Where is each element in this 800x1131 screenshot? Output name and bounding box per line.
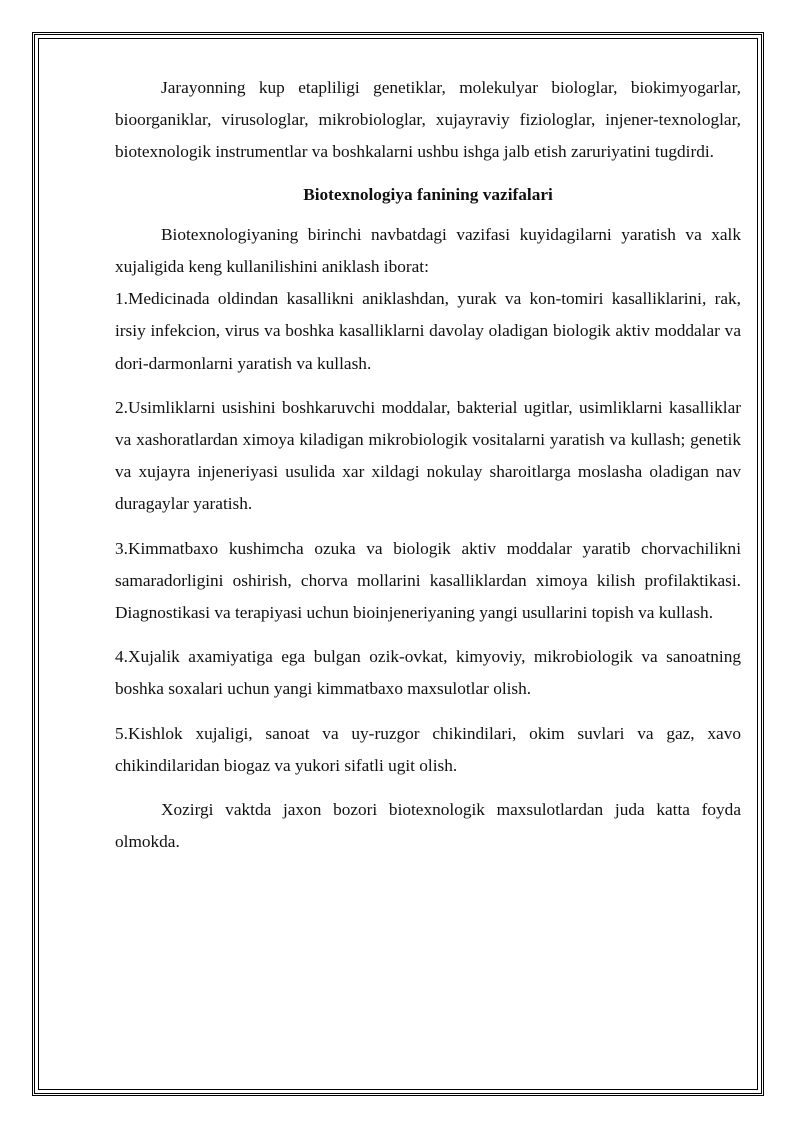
lead-paragraph: Biotexnologiyaning birinchi navbatdagi vazifasi kuyidagilarni yaratish va xalk xujaligida keng kullanilishini aniklash iborat: — [115, 224, 741, 277]
list-item-5: 5.Kishlok xujaligi, sanoat va uy-ruzgor chikindilari, okim suvlari va gaz, xavo chikindilaridan biogaz va yukori sifatli ugit olish. — [115, 723, 741, 775]
intro-paragraph: Jarayonning kup etapliligi genetiklar, molekulyar biologlar, biokimyogarlar, bioorganiklar, virusologlar, mikrobiologlar, xujayraviy fiziologlar, injener-texnologlar, biotexnologik instrumentlar va boshkalarni ushbu ishga jalb etish zaruriyatini tugdirdi. — [115, 78, 741, 162]
list-item-4: 4.Xujalik axamiyatiga ega bulgan ozik-ovkat, kimyoviy, mikrobiologik va sanoatning boshka soxalari uchun yangi kimmatbaxo maxsulotlar olish. — [115, 647, 741, 699]
list-item-2: 2.Usimliklarni usishini boshkaruvchi moddalar, bakterial ugitlar, usimliklarni kasalliklar va xashoratlardan ximoya kiladigan mikrobiologik vositalarni yaratish va kullash; genetik va xujayra injeneriyasi usulida xar xildagi nokulay sharoitlarga moslasha oladigan nav duragaylar yaratish. — [115, 397, 741, 514]
section-heading: Biotexnologiya fanining vazifalari — [303, 184, 553, 204]
document-body — [115, 72, 741, 858]
list-item-3: 3.Kimmatbaxo kushimcha ozuka va biologik aktiv moddalar yaratib chorvachilikni samaradorligini oshirish, chorva mollarini kasalliklardan ximoya kilish profilaktikasi. Diagnostikasi va terapiyasi uchun bioinjeneriyaning yangi usullarini topish va kullash. — [115, 538, 741, 623]
list-item-1: 1.Medicinada oldindan kasallikni aniklashdan, yurak va kon-tomiri kasalliklarini, rak, irsiy infekcion, virus va boshka kasalliklarni davolay oladigan biologik aktiv moddalar va dori-darmonlarni yaratish va kullash. — [115, 289, 741, 373]
closing-paragraph: Xozirgi vaktda jaxon bozori biotexnologik maxsulotlardan juda katta foyda olmokda. — [115, 800, 741, 852]
